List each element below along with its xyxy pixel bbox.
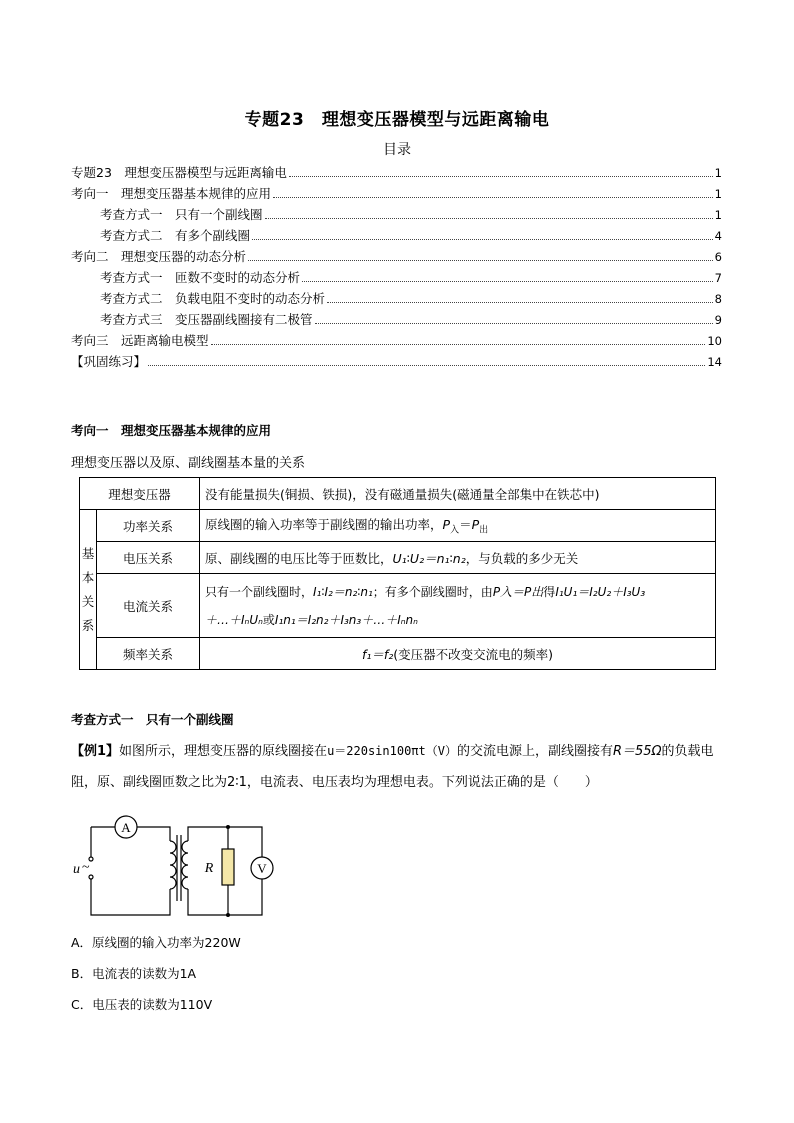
section-heading: 考向一 理想变压器基本规律的应用 bbox=[71, 423, 272, 438]
formula: I₁U₁＝I₂U₂＋I₃U₃ bbox=[555, 584, 646, 599]
option-b[interactable]: B．电流表的读数为1A bbox=[71, 966, 197, 981]
table-side-label bbox=[80, 510, 97, 670]
toc-entry[interactable] bbox=[71, 244, 722, 265]
toc-entry-page: 4 bbox=[714, 229, 722, 243]
toc-entry[interactable] bbox=[71, 223, 722, 244]
toc-leader bbox=[148, 365, 705, 366]
source-label: u bbox=[73, 862, 80, 877]
toc-entry-label: 考查方式二 有多个副线圈 bbox=[100, 228, 251, 243]
example-question bbox=[71, 736, 723, 798]
option-c[interactable]: C．电压表的读数为110V bbox=[71, 997, 213, 1012]
toc-leader bbox=[211, 344, 706, 345]
cell-text: 或 bbox=[262, 612, 275, 627]
cell-text: 只有一个副线圈时， bbox=[205, 584, 314, 599]
table-cell-name: 电压关系 bbox=[97, 542, 200, 574]
toc-entry-page: 6 bbox=[714, 250, 722, 264]
side-char: 本 bbox=[81, 569, 95, 585]
toc-entry[interactable] bbox=[71, 181, 722, 202]
example-text: 如图所示，理想变压器的原线圈接在 bbox=[119, 744, 328, 759]
toc-entry-label: 【巩固练习】 bbox=[71, 354, 147, 369]
cell-text: 原、副线圈的电压比等于匝数比， bbox=[205, 550, 393, 566]
toc-entry[interactable] bbox=[71, 307, 722, 328]
cell-text: 得 bbox=[543, 584, 556, 599]
toc-entry-page: 1 bbox=[714, 187, 722, 201]
table-row bbox=[80, 478, 716, 510]
table-cell-text bbox=[200, 574, 716, 638]
secondary-coil bbox=[182, 841, 188, 889]
formula: P bbox=[471, 517, 480, 533]
table-cell-name: 频率关系 bbox=[97, 638, 200, 670]
toc-entry[interactable] bbox=[71, 202, 722, 223]
toc-entry-label: 专题23 理想变压器模型与远距离输电 bbox=[71, 165, 287, 180]
table-cell-name: 功率关系 bbox=[97, 510, 200, 542]
formula: ＝ bbox=[459, 517, 472, 533]
toc-leader bbox=[327, 302, 713, 303]
toc-entry-page: 14 bbox=[707, 355, 722, 369]
toc-leader bbox=[273, 197, 713, 198]
formula: f₁＝f₂ bbox=[361, 646, 394, 662]
junction-dot bbox=[226, 825, 230, 829]
terminal bbox=[89, 857, 93, 861]
toc-leader bbox=[302, 281, 713, 282]
toc-entry[interactable] bbox=[71, 328, 722, 349]
toc-entry[interactable] bbox=[71, 160, 722, 181]
table-cell-text bbox=[200, 542, 716, 574]
voltmeter-label: V bbox=[257, 861, 267, 876]
toc-entry-page: 8 bbox=[714, 292, 722, 306]
cell-text: (变压器不改变交流电的频率) bbox=[393, 646, 554, 662]
cell-line bbox=[205, 578, 710, 606]
resistor bbox=[222, 849, 234, 885]
toc-entry-label: 考查方式一 匝数不变时的动态分析 bbox=[100, 270, 301, 285]
toc-entry-label: 考查方式三 变压器副线圈接有二极管 bbox=[100, 312, 313, 327]
side-char: 关 bbox=[81, 593, 95, 609]
toc-leader bbox=[289, 176, 713, 177]
table-cell-name: 理想变压器 bbox=[80, 478, 200, 510]
ac-symbol-icon: ~ bbox=[82, 860, 90, 875]
example-text: 的交流电源上，副线圈接有 bbox=[456, 744, 613, 759]
primary-coil bbox=[170, 841, 176, 889]
table-row bbox=[80, 638, 716, 670]
formula-sub: 入 bbox=[450, 525, 460, 536]
table-cell-text: 没有能量损失(铜损、铁损)，没有磁通量损失(磁通量全部集中在铁芯中) bbox=[200, 478, 716, 510]
resistor-label: R bbox=[204, 861, 214, 876]
cell-text: 原线圈的输入功率等于副线圈的输出功率， bbox=[205, 517, 443, 533]
toc-entry[interactable] bbox=[71, 286, 722, 307]
toc-entry[interactable] bbox=[71, 349, 722, 370]
toc-entry-label: 考向二 理想变压器的动态分析 bbox=[71, 249, 247, 264]
formula-sub: 出 bbox=[479, 525, 489, 536]
formula: u＝220sin100πt（V） bbox=[327, 744, 457, 758]
transformer-circuit-diagram bbox=[70, 805, 280, 920]
table-cell-name: 电流关系 bbox=[97, 574, 200, 638]
toc-leader bbox=[248, 260, 713, 261]
table-of-contents bbox=[71, 160, 722, 370]
toc-entry-page: 1 bbox=[714, 166, 722, 180]
toc-entry-label: 考查方式二 负载电阻不变时的动态分析 bbox=[100, 291, 326, 306]
toc-entry-page: 10 bbox=[707, 334, 722, 348]
junction-dot bbox=[226, 913, 230, 917]
table-cell-text bbox=[200, 510, 716, 542]
toc-heading: 目录 bbox=[383, 142, 411, 158]
toc-entry-page: 1 bbox=[714, 208, 722, 222]
cell-text: ，与负载的多少无关 bbox=[465, 550, 579, 566]
example-tag: 【例1】 bbox=[71, 744, 120, 759]
toc-entry-page: 7 bbox=[714, 271, 722, 285]
table-row bbox=[80, 574, 716, 638]
page-title: 专题23 理想变压器模型与远距离输电 bbox=[244, 110, 550, 130]
primary-wire bbox=[91, 827, 170, 915]
toc-leader bbox=[252, 239, 713, 240]
toc-leader bbox=[265, 218, 713, 219]
relations-table bbox=[79, 477, 716, 670]
toc-entry[interactable] bbox=[71, 265, 722, 286]
ammeter-label: A bbox=[121, 820, 131, 835]
toc-entry-label: 考向一 理想变压器基本规律的应用 bbox=[71, 186, 272, 201]
formula: U₁∶U₂＝n₁∶n₂ bbox=[392, 550, 466, 566]
formula: I₁∶I₂＝n₂∶n₁ bbox=[313, 584, 373, 599]
table-cell-text bbox=[200, 638, 716, 670]
formula: P bbox=[442, 517, 451, 533]
formula: R＝55Ω bbox=[613, 744, 662, 759]
toc-entry-label: 考向三 远距离输电模型 bbox=[71, 333, 209, 348]
section-intro: 理想变压器以及原、副线圈基本量的关系 bbox=[71, 456, 306, 471]
example-text: 的负载电阻，原、副线圈匝数之比为2∶1，电流表、电压表均为理想电表。下列说法正确的是（ ） bbox=[71, 744, 714, 790]
side-char: 基 bbox=[81, 545, 95, 561]
terminal bbox=[89, 875, 93, 879]
subsection-heading: 考查方式一 只有一个副线圈 bbox=[71, 712, 234, 727]
toc-entry-page: 9 bbox=[714, 313, 722, 327]
formula: ＋…＋IₙUₙ bbox=[205, 612, 263, 627]
toc-entry-label: 考查方式一 只有一个副线圈 bbox=[100, 207, 263, 222]
cell-text: ；有多个副线圈时，由 bbox=[372, 584, 493, 599]
table-row bbox=[80, 542, 716, 574]
formula: P入＝P出 bbox=[492, 584, 544, 599]
toc-leader bbox=[315, 323, 713, 324]
formula: I₁n₁＝I₂n₂＋I₃n₃＋…＋Iₙnₙ bbox=[274, 612, 418, 627]
side-char: 系 bbox=[81, 617, 95, 633]
cell-line bbox=[205, 606, 710, 634]
option-a[interactable]: A．原线圈的输入功率为220W bbox=[71, 935, 241, 950]
table-row bbox=[80, 510, 716, 542]
